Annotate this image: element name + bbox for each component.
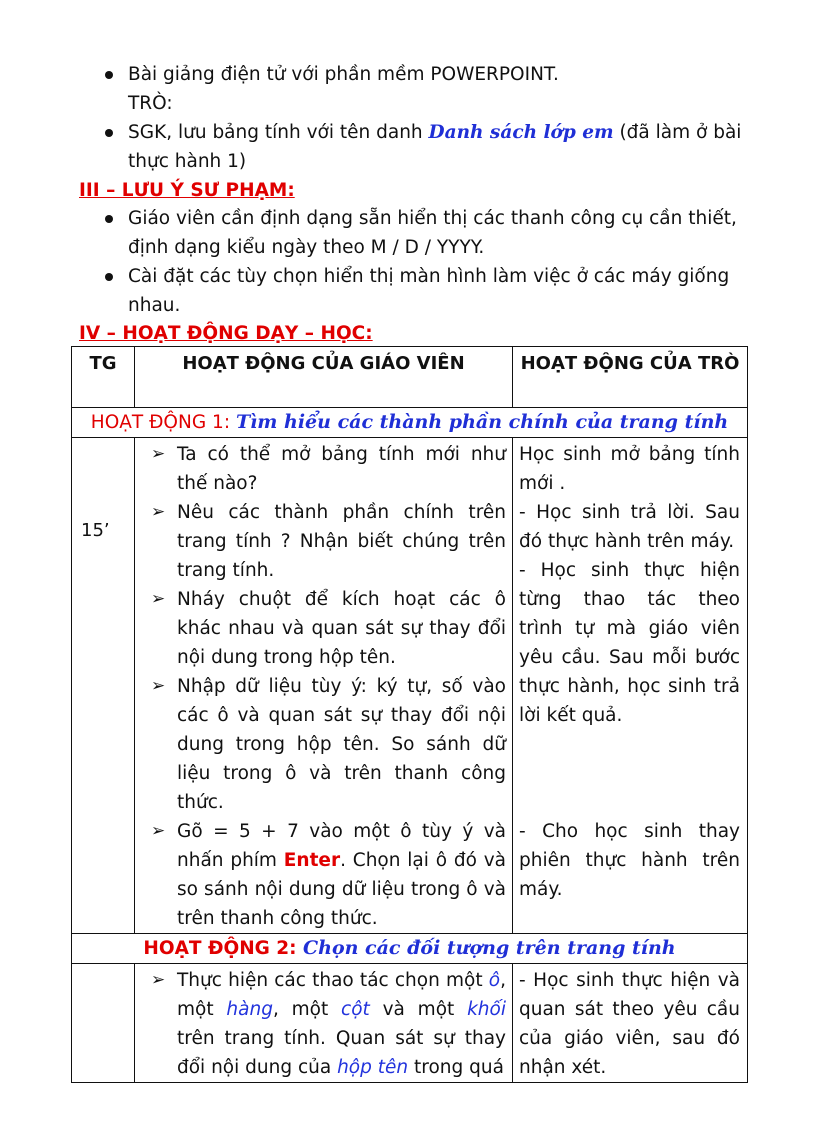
arrow-bullet-icon: ➢ — [151, 502, 166, 522]
time-cell — [72, 964, 135, 1083]
arrow-bullet-icon: ➢ — [151, 444, 166, 464]
student-step: - Học sinh thực hiện và quan sát theo yêu cầu của giáo viên, sau đó nhận xét. — [519, 970, 740, 1078]
list-item: ➢ Nêu các thành phần chính trên trang tính ? Nhận biết chúng trên trang tính. — [151, 498, 506, 585]
student-step: - Cho học sinh thay phiên thực hành trên máy. — [519, 821, 740, 900]
arrow-bullet-icon: ➢ — [151, 970, 166, 990]
student-step: - Học sinh trả lời. Sau đó thực hành trên máy. — [519, 502, 740, 552]
time-value: 15’ — [81, 520, 110, 541]
time-cell — [72, 438, 135, 934]
table-row — [72, 438, 748, 934]
column-header-time: TG — [72, 347, 135, 408]
teacher-steps-list — [135, 966, 512, 1082]
table-row — [72, 964, 748, 1083]
list-item: ➢ Nhập dữ liệu tùy ý: ký tự, số vào các ô và quan sát sự thay đổi nội dung trong hộp tên. So sánh dữ liệu trong ô và trên thanh công thức. — [151, 672, 506, 817]
section-heading: IV – HOẠT ĐỘNG DẠY – HỌC: — [79, 323, 373, 344]
activity-header: HOẠT ĐỘNG 1: Tìm hiểu các thành phần chính của trang tính — [72, 408, 748, 438]
term-row: hàng — [226, 999, 273, 1020]
student-activity-cell — [513, 438, 748, 934]
term-cell: ô — [488, 970, 501, 991]
list-item: ➢ Thực hiện các thao tác chọn một ô, một hàng, một cột và một khối trên trang tính. Quan sát sự thay đổi nội dung của hộp tên trong quá — [151, 966, 506, 1082]
column-header-teacher: HOẠT ĐỘNG CỦA GIÁO VIÊN — [135, 347, 513, 408]
term-column: cột — [341, 999, 370, 1020]
list-item: Bài giảng điện tử với phần mềm POWERPOINT. — [100, 60, 760, 89]
list-item: Giáo viên cần định dạng sẵn hiển thị các thanh công cụ cần thiết, định dạng kiểu ngày theo M / D / YYYY. — [100, 204, 760, 262]
teacher-activity-cell — [135, 438, 513, 934]
table-header-row — [72, 347, 748, 408]
column-header-student: HOẠT ĐỘNG CỦA TRÒ — [513, 347, 748, 408]
list-item: Cài đặt các tùy chọn hiển thị màn hình làm việc ở các máy giống nhau. — [100, 262, 760, 320]
activity-header: HOẠT ĐỘNG 2: Chọn các đối tượng trên trang tính — [72, 934, 748, 964]
term-name-box: hộp tên — [337, 1057, 409, 1078]
student-step: - Học sinh thực hiện từng thao tác theo trình tự mà giáo viên yêu cầu. Sau mỗi bước thực hành, học sinh trả lời kết quả. — [519, 560, 740, 726]
bullet-icon — [105, 129, 113, 137]
pedagogy-notes-list — [100, 204, 760, 320]
enter-key-label: Enter — [283, 850, 341, 871]
arrow-bullet-icon: ➢ — [151, 676, 166, 696]
bullet-icon — [105, 273, 113, 281]
list-item: ➢ Nháy chuột để kích hoạt các ô khác nhau và quan sát sự thay đổi nội dung trong hộp tên. — [151, 585, 506, 672]
file-name-highlight: Danh sách lớp em — [428, 122, 614, 143]
student-activity-cell — [513, 964, 748, 1083]
activity-header-row — [72, 408, 748, 438]
bullet-icon — [105, 71, 113, 79]
student-materials-label: TRÒ: — [128, 93, 173, 114]
lesson-activities-table — [71, 346, 748, 1083]
materials-list — [100, 60, 760, 89]
list-item: ➢ Gõ = 5 + 7 vào một ô tùy ý và nhấn phím Enter. Chọn lại ô đó và so sánh nội dung dữ liệu trong ô và trên thanh công thức. — [151, 817, 506, 933]
bullet-icon — [105, 215, 113, 223]
activity-header-row — [72, 934, 748, 964]
arrow-bullet-icon: ➢ — [151, 821, 166, 841]
student-step: Học sinh mở bảng tính mới . — [519, 444, 740, 494]
section-heading: III – LƯU Ý SƯ PHẠM: — [79, 180, 295, 201]
student-materials-list — [100, 118, 760, 176]
list-item: ➢ Ta có thể mở bảng tính mới như thế nào? — [151, 440, 506, 498]
list-item: SGK, lưu bảng tính với tên danh Danh sách lớp em (đã làm ở bài thực hành 1) — [100, 118, 760, 176]
teacher-steps-list — [135, 440, 512, 933]
term-block: khối — [467, 999, 506, 1020]
teacher-activity-cell — [135, 964, 513, 1083]
arrow-bullet-icon: ➢ — [151, 589, 166, 609]
